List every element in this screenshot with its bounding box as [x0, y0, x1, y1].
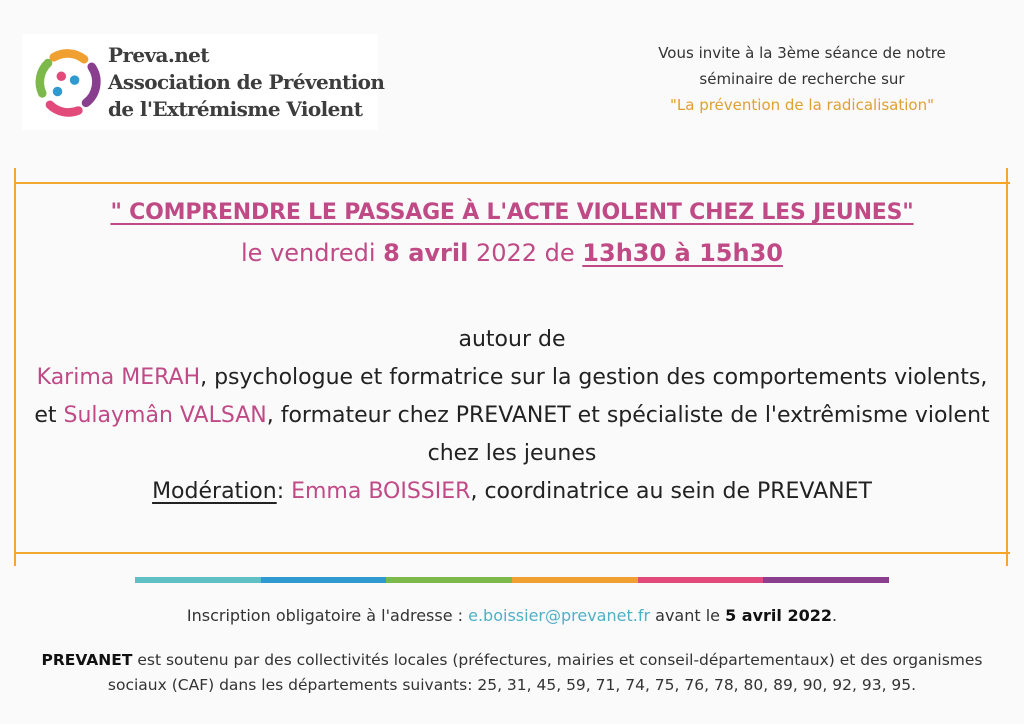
- color-bar-segment-5: [638, 577, 764, 583]
- moderator-name: Emma BOISSIER: [291, 479, 471, 504]
- color-bar-segment-3: [386, 577, 512, 583]
- logo-line-3: de l'Extrémisme Violent: [108, 97, 363, 121]
- speaker-1-desc: , psychologue et formatrice sur la gestion des comportements violents,: [200, 365, 988, 390]
- speaker-1: [28, 359, 996, 397]
- speaker-2-prefix: et: [34, 403, 64, 428]
- support-org: PREVANET: [41, 651, 133, 669]
- support-text: est soutenu par des collectivités locales (préfectures, mairies et conseil-départementaux) et des organismes sociaux (CAF) dans les départements suivants: 25, 31, 45, 59, 71, 74, 75, 76, 78, 80, 89, 90, 92, 93, 95.: [107, 651, 983, 694]
- registration-deadline: 5 avril 2022: [725, 606, 832, 625]
- event-date: [0, 239, 1024, 267]
- moderation-label: Modération: [152, 479, 277, 504]
- date-prefix: le vendredi: [241, 239, 384, 267]
- logo-line-1: Preva.net: [108, 43, 209, 67]
- frame-left-border: [14, 168, 16, 566]
- inscription-mid: avant le: [650, 606, 726, 625]
- speaker-1-name: Karima MERAH: [36, 365, 201, 390]
- moderation: [28, 473, 996, 511]
- moderator-desc: , coordinatrice au sein de PREVANET: [470, 479, 872, 504]
- invite-line-1: Vous invite à la 3ème séance de notre: [658, 44, 946, 62]
- date-mid: 2022 de: [468, 239, 583, 267]
- date-day: 8 avril: [383, 239, 469, 267]
- support-notice: [20, 648, 1004, 698]
- registration-notice: [0, 606, 1024, 625]
- moderation-sep: :: [276, 479, 292, 504]
- people-circle-logo-icon: [28, 44, 106, 120]
- speaker-2-name: Sulaymân VALSAN: [63, 403, 267, 428]
- invitation-text: [612, 40, 992, 118]
- seminar-theme: "La prévention de la radicalisation": [669, 96, 935, 114]
- color-bar-segment-2: [261, 577, 387, 583]
- frame-bottom-border: [14, 552, 1010, 554]
- color-bar-segment-6: [763, 577, 889, 583]
- event-time: 13h30 à 15h30: [582, 239, 783, 267]
- speakers-block: [28, 321, 996, 511]
- logo-text: [108, 42, 384, 123]
- event-title-text: " COMPRENDRE LE PASSAGE À L'ACTE VIOLENT CHEZ LES JEUNES": [110, 200, 914, 225]
- event-title: [0, 200, 1024, 225]
- inscription-suffix: .: [831, 606, 838, 625]
- speaker-2-desc: , formateur chez PREVANET et spécialiste de l'extrêmisme violent chez les jeunes: [266, 403, 990, 466]
- color-divider-bar: [135, 577, 889, 583]
- frame-top-border: [14, 182, 1010, 184]
- inscription-prefix: Inscription obligatoire à l'adresse :: [186, 606, 469, 625]
- color-bar-segment-1: [135, 577, 261, 583]
- invite-line-2: séminaire de recherche sur: [699, 70, 905, 88]
- color-bar-segment-4: [512, 577, 638, 583]
- speakers-intro: autour de: [458, 327, 566, 352]
- speaker-2: [28, 397, 996, 473]
- frame-right-border: [1006, 168, 1008, 566]
- logo: [22, 34, 385, 130]
- contact-email-link[interactable]: e.boissier@prevanet.fr: [468, 606, 651, 625]
- logo-line-2: Association de Prévention: [108, 70, 385, 94]
